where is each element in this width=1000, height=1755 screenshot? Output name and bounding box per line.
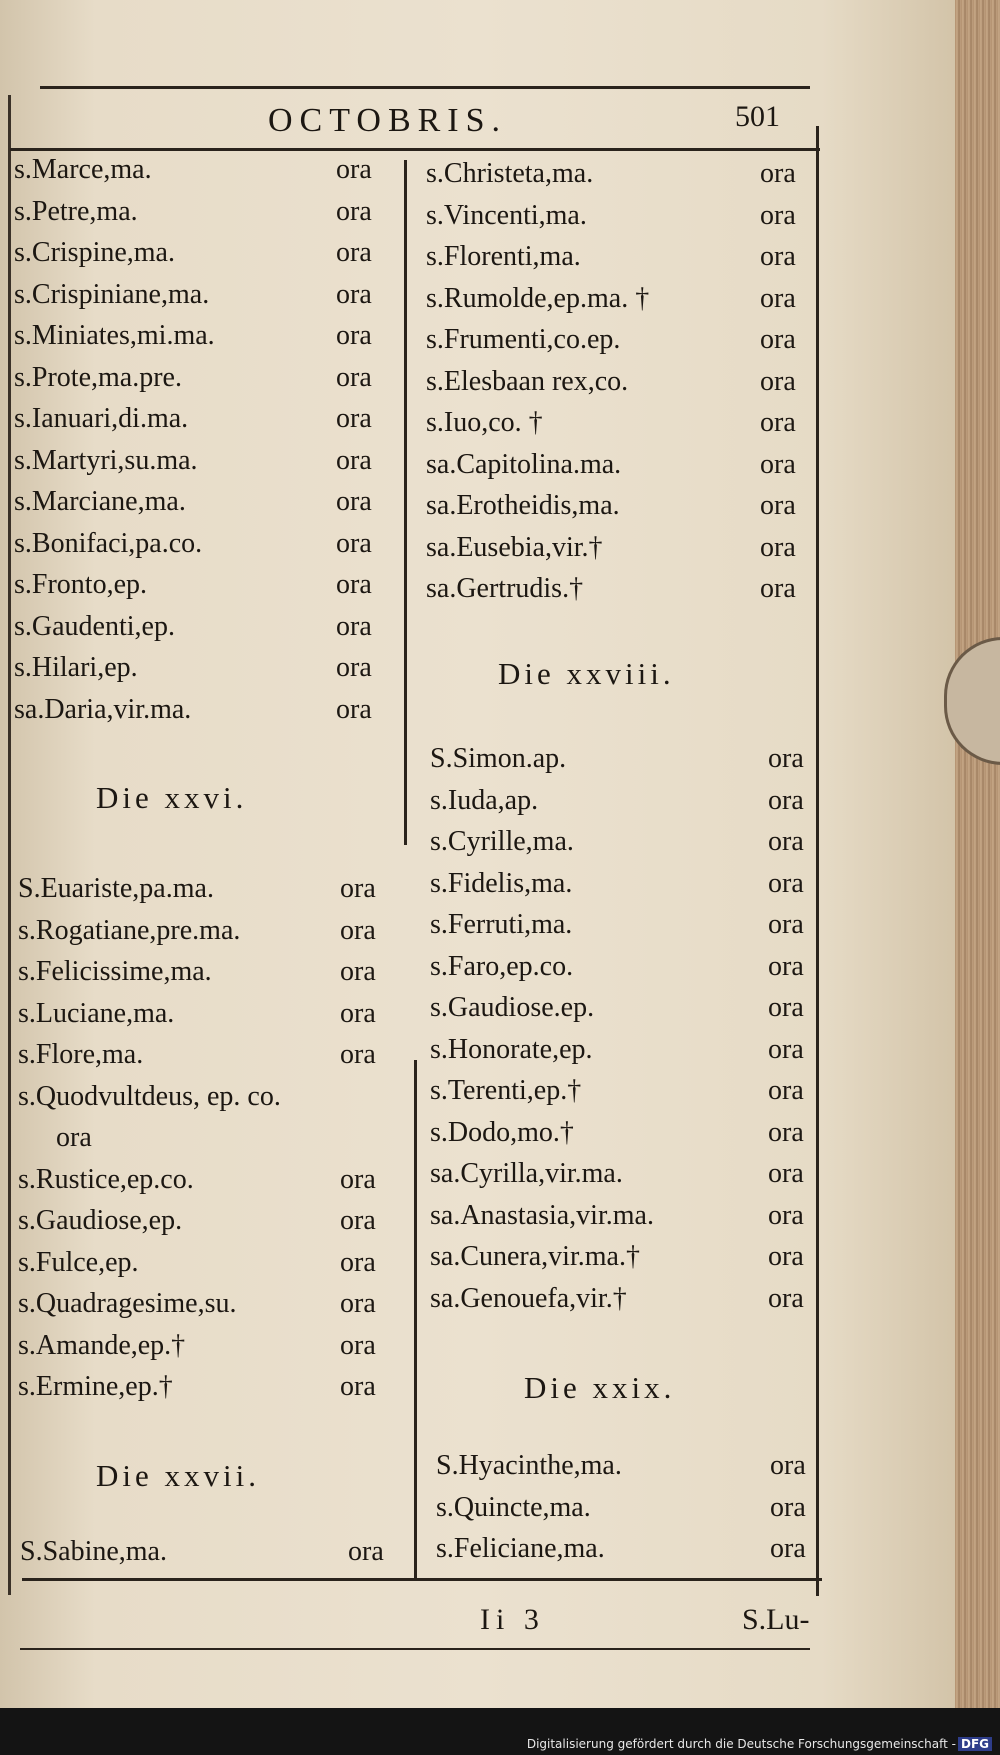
litany-entry: s.Petre,ma. — [14, 195, 138, 227]
response-ora: ora — [768, 1199, 804, 1231]
day-heading: Die xxix. — [524, 1370, 676, 1405]
response-ora: ora — [340, 1246, 376, 1278]
litany-entry: s.Marce,ma. — [14, 154, 152, 185]
response-ora: ora — [760, 531, 796, 563]
litany-entry: s.Luciane,ma. — [18, 997, 175, 1029]
litany-entry: S.Sabine,ma. — [20, 1536, 167, 1567]
litany-entry: s.Fronto,ep. — [14, 569, 147, 600]
response-ora: ora — [340, 956, 376, 987]
litany-entry: s.Crispiniane,ma. — [14, 278, 210, 310]
response-ora: ora — [760, 490, 796, 521]
dfg-logo: DFG — [958, 1737, 992, 1751]
response-ora: ora — [340, 873, 376, 904]
response-ora: ora — [768, 1116, 804, 1148]
litany-entry: s.Iuda,ap. — [430, 784, 539, 816]
response-ora: ora — [56, 1122, 92, 1153]
day-heading: Die xxvii. — [96, 1458, 260, 1493]
response-ora: ora — [340, 1371, 376, 1402]
response-ora: ora — [760, 573, 796, 604]
response-ora: ora — [340, 1163, 376, 1195]
litany-entry: s.Fulce,ep. — [18, 1246, 139, 1278]
litany-entry: s.Bonifaci,pa.co. — [14, 527, 203, 559]
response-ora: ora — [336, 195, 372, 227]
signature-mark: Ii 3 — [480, 1603, 545, 1636]
litany-entry: s.Gaudiose,ep. — [18, 1205, 183, 1236]
header-rule-bottom — [10, 148, 820, 151]
litany-entry: sa.Gertrudis.† — [426, 573, 584, 604]
response-ora: ora — [768, 784, 804, 816]
response-ora: ora — [768, 867, 804, 899]
response-ora: ora — [336, 320, 372, 351]
response-ora: ora — [760, 199, 796, 231]
litany-entry: s.Ferruti,ma. — [430, 909, 573, 940]
litany-entry: s.Gaudenti,ep. — [14, 610, 175, 642]
page-edges — [955, 0, 1000, 1720]
response-ora: ora — [336, 361, 372, 393]
response-ora: ora — [336, 444, 372, 476]
litany-entry: s.Quadragesime,su. — [18, 1288, 237, 1319]
response-ora: ora — [336, 693, 372, 725]
response-ora: ora — [340, 997, 376, 1029]
litany-entry: sa.Anastasia,vir.ma. — [430, 1199, 654, 1231]
response-ora: ora — [336, 278, 372, 310]
right-border — [816, 126, 819, 1596]
litany-entry: s.Felicissime,ma. — [18, 956, 212, 987]
response-ora: ora — [768, 950, 804, 982]
litany-entry: s.Feliciane,ma. — [436, 1533, 605, 1564]
litany-entry: s.Flore,ma. — [18, 1039, 144, 1070]
column-divider-upper — [404, 160, 407, 845]
day-heading: Die xxviii. — [498, 656, 675, 691]
litany-entry: S.Euariste,pa.ma. — [18, 873, 214, 904]
response-ora: ora — [760, 324, 796, 355]
litany-entry: s.Crispine,ma. — [14, 237, 175, 268]
response-ora: ora — [768, 1158, 804, 1189]
litany-entry: s.Iuo,co. † — [426, 407, 543, 438]
response-ora: ora — [770, 1491, 806, 1523]
litany-entry: s.Elesbaan rex,co. — [426, 365, 629, 397]
litany-entry: s.Hilari,ep. — [14, 652, 138, 683]
response-ora: ora — [760, 365, 796, 397]
litany-entry: s.Martyri,su.ma. — [14, 444, 198, 476]
litany-entry: sa.Cyrilla,vir.ma. — [430, 1158, 623, 1189]
litany-entry: sa.Genouefa,vir.† — [430, 1282, 627, 1314]
litany-entry: sa.Capitolina.ma. — [426, 448, 622, 480]
litany-entry: s.Fidelis,ma. — [430, 867, 573, 899]
litany-entry: s.Florenti,ma. — [426, 241, 581, 272]
column-divider-lower — [414, 1060, 417, 1580]
credit-text: Digitalisierung gefördert durch die Deutsche Forschungsgemeinschaft - — [526, 1737, 956, 1751]
response-ora: ora — [768, 1241, 804, 1272]
response-ora: ora — [336, 569, 372, 600]
litany-entry: s.Miniates,mi.ma. — [14, 320, 215, 351]
response-ora: ora — [336, 527, 372, 559]
litany-entry: s.Christeta,ma. — [426, 158, 594, 189]
litany-entry: sa.Cunera,vir.ma.† — [430, 1241, 640, 1272]
litany-entry: sa.Eusebia,vir.† — [426, 531, 603, 563]
litany-entry: s.Terenti,ep.† — [430, 1075, 582, 1106]
response-ora: ora — [768, 826, 804, 857]
response-ora: ora — [336, 237, 372, 268]
litany-entry: S.Hyacinthe,ma. — [436, 1450, 622, 1481]
response-ora: ora — [336, 154, 372, 185]
response-ora: ora — [770, 1533, 806, 1564]
left-border — [8, 95, 11, 1595]
litany-entry: s.Honorate,ep. — [430, 1033, 593, 1065]
litany-entry: s.Quodvultdeus, ep. co. — [18, 1080, 281, 1112]
response-ora: ora — [340, 914, 376, 946]
litany-entry: s.Amande,ep.† — [18, 1329, 186, 1361]
litany-entry: s.Marciane,ma. — [14, 486, 186, 517]
response-ora: ora — [336, 610, 372, 642]
litany-entry: s.Ianuari,di.ma. — [14, 403, 189, 434]
litany-entry: s.Vincenti,ma. — [426, 199, 587, 231]
footer-rule — [22, 1578, 822, 1581]
litany-entry: s.Cyrille,ma. — [430, 826, 574, 857]
response-ora: ora — [768, 992, 804, 1023]
bottom-strip — [0, 1708, 1000, 1755]
response-ora: ora — [768, 909, 804, 940]
response-ora: ora — [768, 1075, 804, 1106]
litany-entry: s.Quincte,ma. — [436, 1491, 591, 1523]
litany-entry: sa.Erotheidis,ma. — [426, 490, 620, 521]
response-ora: ora — [760, 241, 796, 272]
header-rule-top — [40, 86, 810, 89]
litany-entry: s.Faro,ep.co. — [430, 950, 574, 982]
litany-entry: s.Ermine,ep.† — [18, 1371, 173, 1402]
litany-entry: s.Rumolde,ep.ma. † — [426, 282, 650, 314]
response-ora: ora — [336, 486, 372, 517]
response-ora: ora — [760, 407, 796, 438]
footer-rule-bottom — [20, 1648, 810, 1650]
response-ora: ora — [768, 1282, 804, 1314]
response-ora: ora — [768, 743, 804, 774]
litany-entry: s.Prote,ma.pre. — [14, 361, 182, 393]
litany-entry: s.Rogatiane,pre.ma. — [18, 914, 241, 946]
day-heading: Die xxvi. — [96, 780, 248, 815]
litany-entry: s.Gaudiose.ep. — [430, 992, 595, 1023]
digitization-credit — [527, 1737, 992, 1751]
response-ora: ora — [760, 282, 796, 314]
response-ora: ora — [336, 403, 372, 434]
response-ora: ora — [336, 652, 372, 683]
response-ora: ora — [760, 158, 796, 189]
response-ora: ora — [340, 1039, 376, 1070]
running-head: OCTOBRIS. — [268, 102, 508, 139]
response-ora: ora — [760, 448, 796, 480]
litany-entry: sa.Daria,vir.ma. — [14, 693, 192, 725]
page-number: 501 — [735, 100, 780, 133]
litany-entry: s.Rustice,ep.co. — [18, 1163, 194, 1195]
litany-entry: s.Frumenti,co.ep. — [426, 324, 621, 355]
litany-entry: s.Dodo,mo.† — [430, 1116, 574, 1148]
response-ora: ora — [770, 1450, 806, 1481]
response-ora: ora — [340, 1329, 376, 1361]
response-ora: ora — [340, 1288, 376, 1319]
response-ora: ora — [348, 1536, 384, 1567]
litany-entry: S.Simon.ap. — [430, 743, 567, 774]
response-ora: ora — [768, 1033, 804, 1065]
catchword: S.Lu- — [742, 1603, 810, 1636]
response-ora: ora — [340, 1205, 376, 1236]
